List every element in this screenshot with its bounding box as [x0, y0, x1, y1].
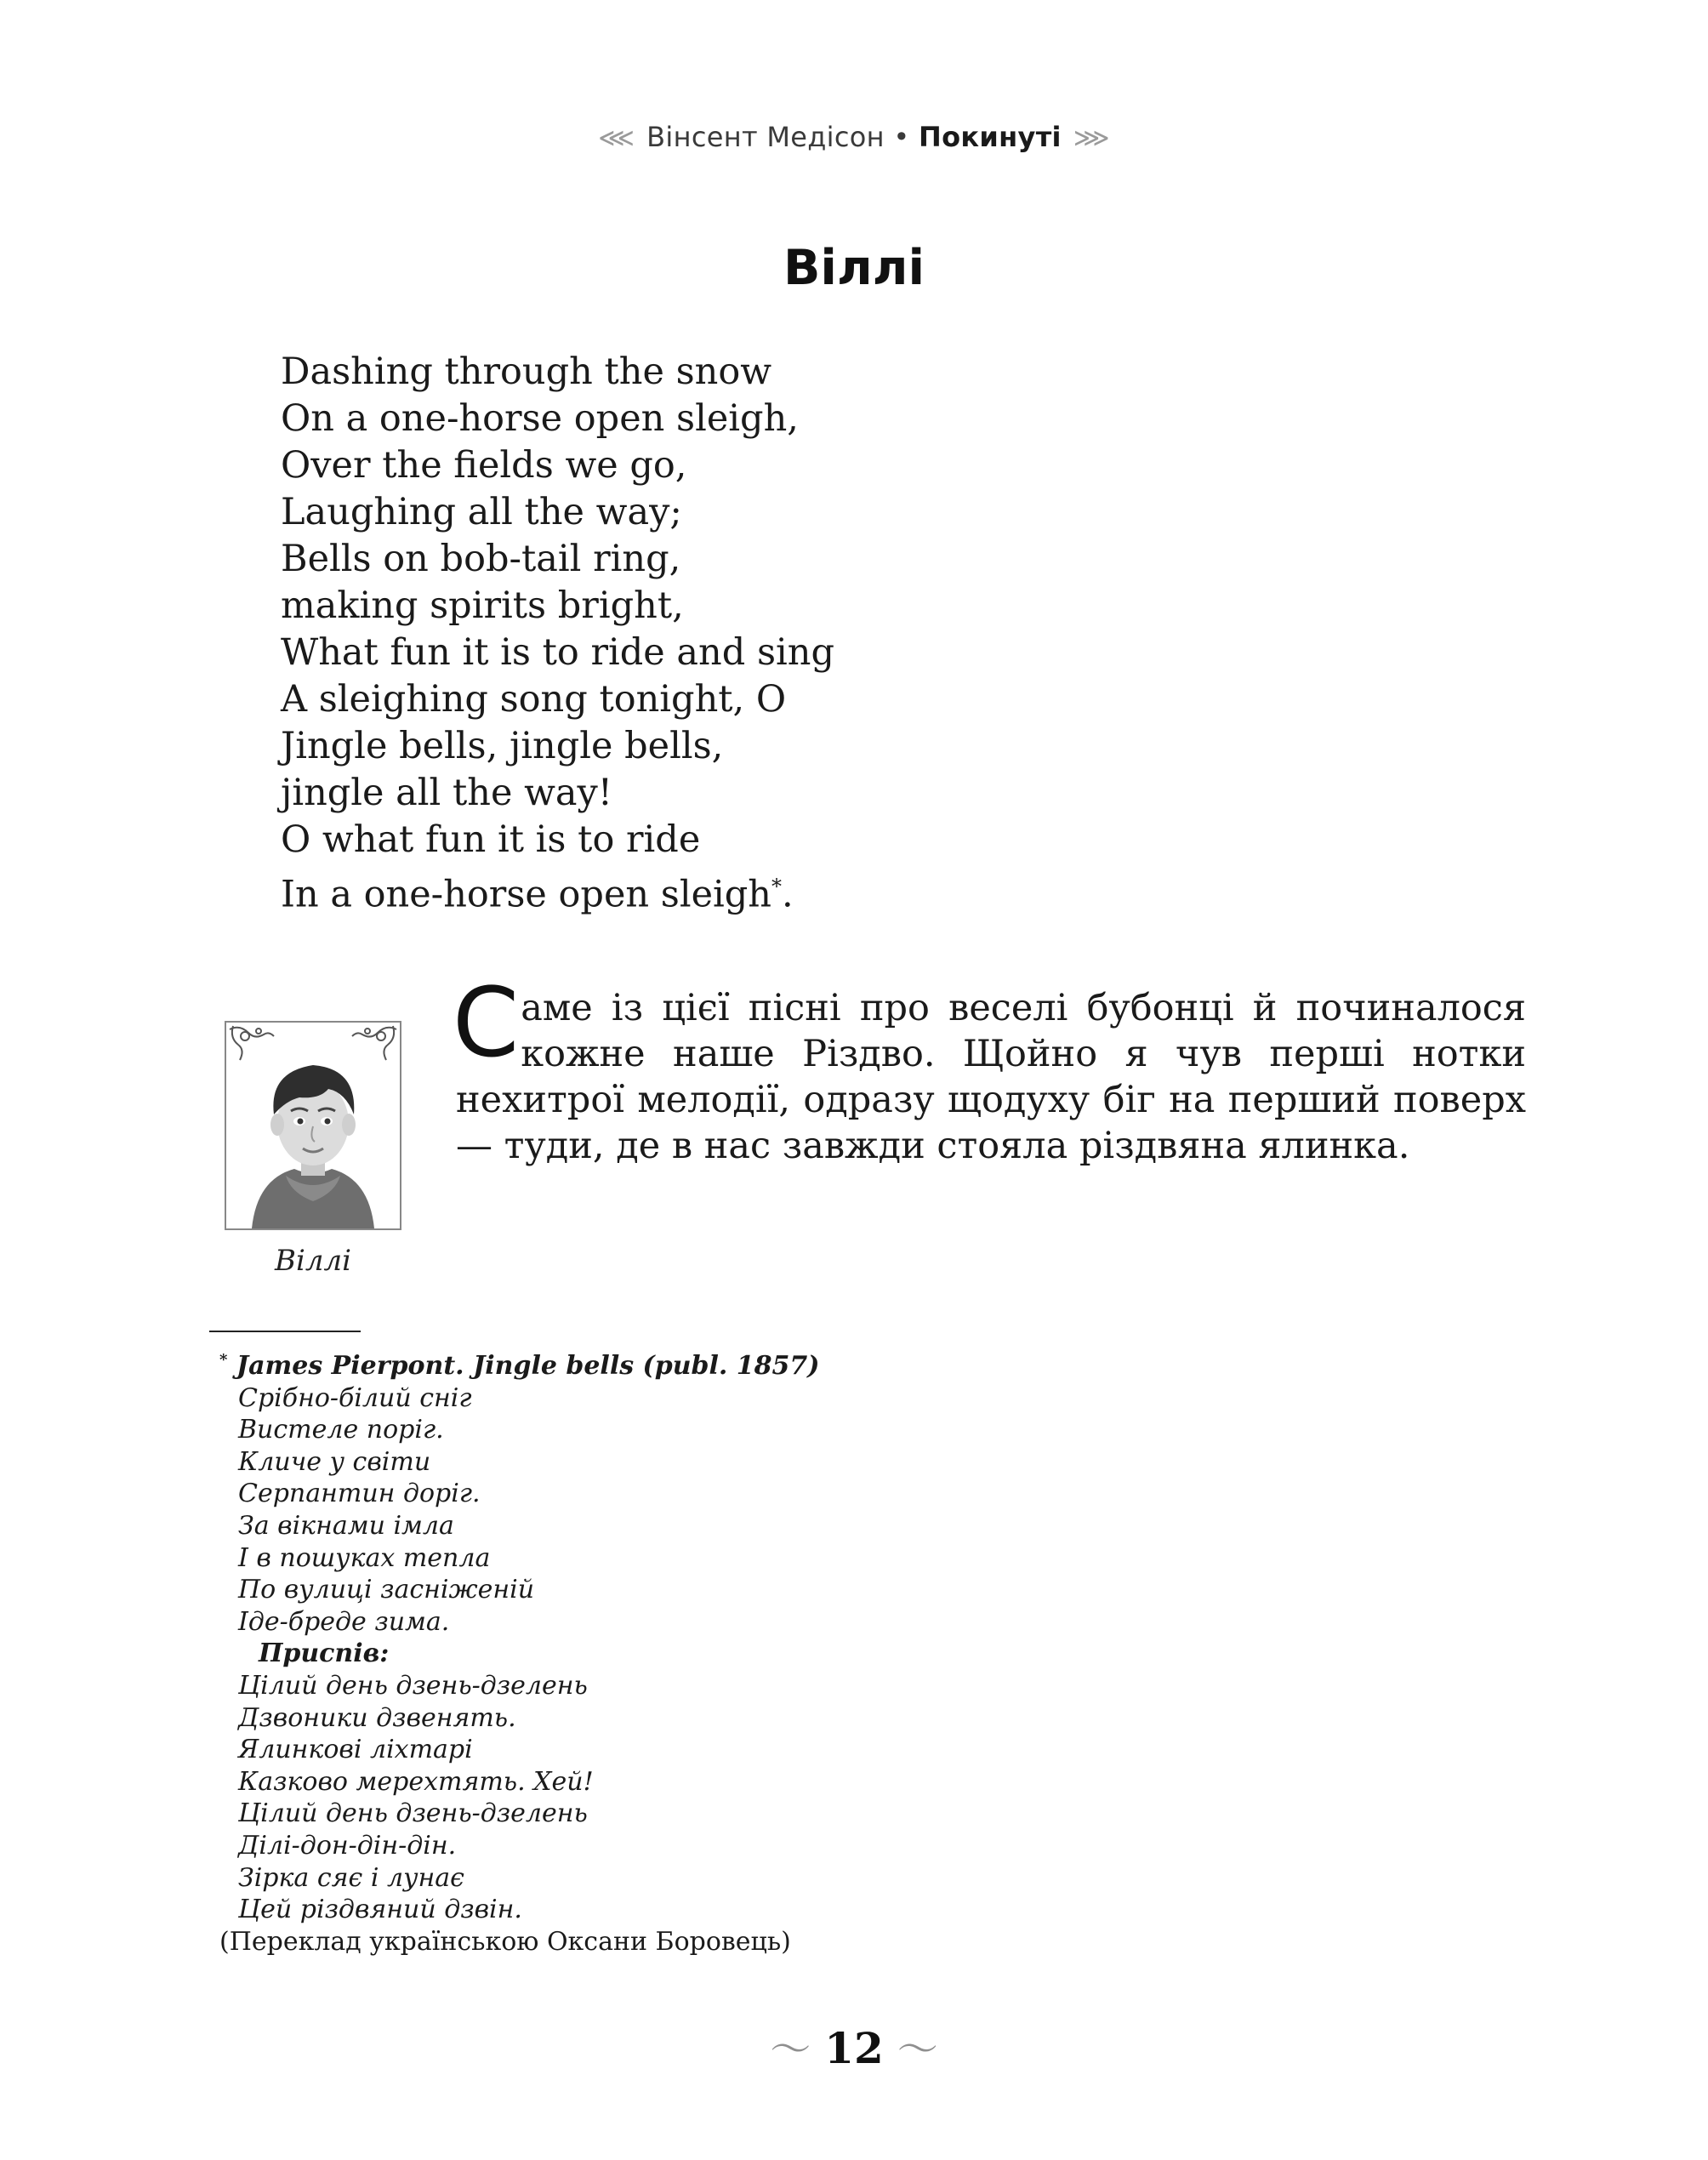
footnote-verse-line: Серпантин доріг. [238, 1479, 481, 1509]
drop-cap: С [453, 968, 520, 1079]
footnote-verse-line: За вікнами імла [238, 1510, 454, 1541]
poem-line: making spirits bright, [281, 584, 684, 627]
right-swash-icon: 〜 [897, 2026, 938, 2073]
footnote-refrain-line: Цілий день дзень-дзелень [238, 1670, 588, 1701]
poem-line: Over the fields we go, [281, 444, 687, 487]
running-head-book-title: Покинуті [919, 121, 1062, 153]
footnote-reference-mark[interactable]: * [771, 875, 782, 898]
left-swash-icon: 〜 [770, 2026, 811, 2073]
character-portrait [225, 1021, 401, 1230]
poem-line: jingle all the way! [281, 772, 613, 814]
page-number [0, 2016, 1708, 2075]
footnote-refrain-line: Ялинкові ліхтарі [238, 1735, 473, 1765]
footnote-mark: * [219, 1351, 228, 1369]
poem-last-line [281, 863, 834, 918]
poem-line: On a one-horse open sleigh, [281, 397, 799, 440]
poem-line: Laughing all the way; [281, 491, 682, 533]
poem-line: Jingle bells, jingle bells, [281, 725, 724, 767]
running-head-separator: • [893, 121, 910, 153]
footnote-refrain-line: Цілий день дзень-дзелень [238, 1798, 588, 1829]
footnote [219, 1344, 820, 1958]
right-ornament-icon: ⋙ [1073, 123, 1110, 153]
footnote-verse-line: Вистеле поріг. [238, 1415, 444, 1445]
left-ornament-icon: ⋘ [598, 123, 635, 153]
footnote-translation-credit: (Переклад українською Оксани Боровець) [219, 1926, 791, 1957]
poem-line: Bells on bob-tail ring, [281, 538, 681, 580]
footnote-refrain-line: Казково мерехтять. Хей! [238, 1766, 594, 1797]
portrait-caption: Віллі [274, 1244, 352, 1278]
portrait-illustration-icon [226, 1023, 400, 1228]
footnote-verse-line: По вулиці засніженій [238, 1575, 535, 1605]
poem-line: What fun it is to ride and sing [281, 631, 834, 674]
running-head [0, 121, 1708, 153]
footnote-refrain-line: Зірка сяє і лунає [238, 1862, 464, 1893]
footnote-refrain-line: Ділі-дон-дін-дін. [238, 1830, 457, 1861]
footnote-source-text: James Pierpont. Jingle bells (publ. 1857) [236, 1351, 820, 1381]
poem-last-line-end: . [782, 873, 794, 916]
poem-line: O what fun it is to ride [281, 818, 701, 861]
poem-line: Dashing through the snow [281, 351, 772, 393]
chapter-title: Віллі [783, 240, 925, 296]
body-paragraph [453, 968, 1526, 1169]
footnote-verse-line: І в пошуках тепла [238, 1542, 491, 1573]
footnote-refrain-line: Цей різдвяний дзвін. [238, 1895, 522, 1925]
body-paragraph-text: аме із цієї пісні про веселі бубонці й починалося кожне наше Різдво. Щойно я чув перші нотки нехитрої мелодії, одразу щодуху біг на перший поверх — туди, де в нас завжди стояла різдвяна ялинка. [456, 987, 1526, 1167]
footnote-verse-line: Кличе у світи [238, 1446, 431, 1477]
page-number-value: 12 [824, 2023, 884, 2073]
footnote-verse-line: Іде-бреде зима. [238, 1606, 450, 1637]
footnote-refrain-label: Приспів: [259, 1639, 390, 1669]
running-head-author: Вінсент Медісон [646, 121, 885, 153]
footnote-refrain-line: Дзвоники дзвенять. [238, 1702, 516, 1733]
poem-epigraph [281, 349, 834, 918]
poem-line: A sleighing song tonight, O [281, 678, 787, 721]
footnote-separator [209, 1331, 361, 1332]
footnote-source [219, 1344, 820, 1382]
footnote-verse-line: Срібно-білий сніг [238, 1382, 472, 1413]
poem-last-line-text: In a one-horse open sleigh [281, 873, 771, 916]
